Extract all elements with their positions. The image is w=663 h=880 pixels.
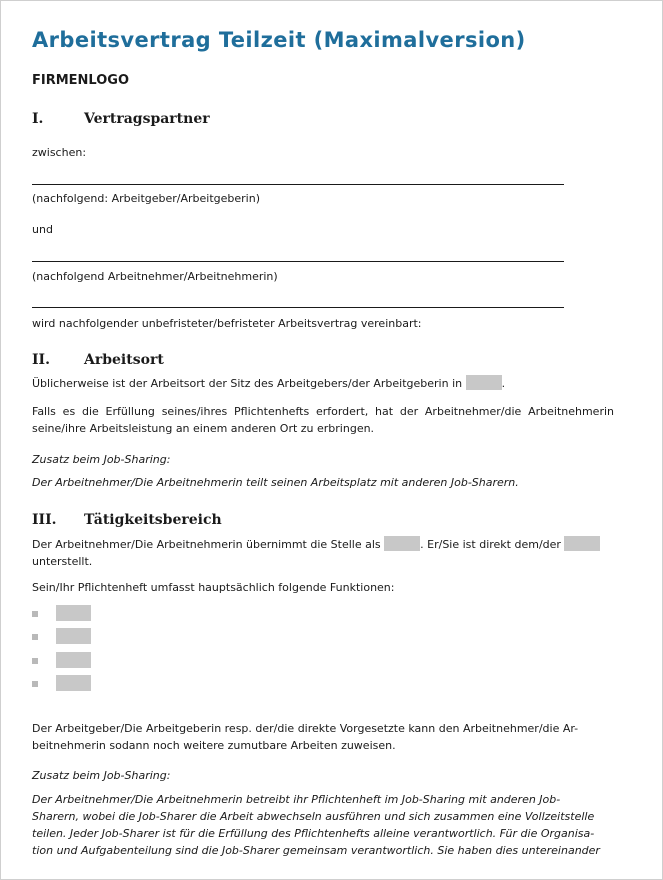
jobsharing-text: Der Arbeitnehmer/Die Arbeitnehmerin teilt seinen Arbeitsplatz mit anderen Job-Sharern. [32, 476, 519, 489]
stelle-paragraph [32, 536, 614, 570]
section-title: Vertragspartner [84, 111, 210, 127]
section-heading-arbeitsort [32, 352, 164, 368]
jobsharing-label: Zusatz beim Job-Sharing: [32, 453, 171, 466]
section-heading-taetigkeitsbereich [32, 512, 222, 528]
agreement-text: wird nachfolgender unbefristeter/befristeter Arbeitsvertrag vereinbart: [32, 317, 422, 330]
jobsharing-label: Zusatz beim Job-Sharing: [32, 769, 171, 782]
document-title: Arbeitsvertrag Teilzeit (Maximalversion) [32, 28, 526, 52]
function-placeholder-field[interactable] [56, 652, 91, 668]
bullet-icon [32, 681, 38, 687]
section-title: Arbeitsort [84, 352, 164, 368]
arbeitsort-paragraph [32, 375, 614, 392]
section-number: I. [32, 111, 44, 127]
between-text: zwischen: [32, 146, 87, 159]
text-line: Der Arbeitnehmer/Die Arbeitnehmerin betreibt ihr Pflichtenheft im Job-Sharing mit anderen Job- [32, 793, 561, 806]
section-title: Tätigkeitsbereich [84, 512, 222, 528]
text-line: tion und Aufgabenteilung sind die Job-Sharer gemeinsam verantwortlich. Sie haben dies untereinander [32, 844, 600, 857]
unterstellt-text: unterstellt. [32, 555, 93, 568]
text-line: Sharern, wobei die Job-Sharer die Arbeit abwechseln ausführen und sich zusammen eine Vollzeitstelle [32, 810, 595, 823]
arbeitsort-text: Üblicherweise ist der Arbeitsort der Sitz des Arbeitgebers/der Arbeitgeberin in [32, 377, 463, 390]
function-placeholder-field[interactable] [56, 605, 91, 621]
employee-signature-line [32, 261, 564, 262]
and-text: und [32, 223, 53, 236]
text-line: Der Arbeitgeber/Die Arbeitgeberin resp. der/die direkte Vorgesetzte kann den Arbeitnehmer/die Ar- [32, 722, 579, 735]
location-placeholder-field[interactable] [466, 375, 502, 390]
section-heading-vertragspartner [32, 111, 210, 127]
jobsharing-paragraph [32, 791, 614, 859]
supervisor-placeholder-field[interactable] [564, 536, 600, 551]
text-line: beitnehmerin sodann noch weitere zumutbare Arbeiten zuweisen. [32, 739, 396, 752]
additional-line [32, 307, 564, 308]
bullet-icon [32, 634, 38, 640]
position-placeholder-field[interactable] [384, 536, 420, 551]
bullet-icon [32, 611, 38, 617]
weitere-arbeiten-paragraph [32, 720, 614, 754]
function-placeholder-field[interactable] [56, 675, 91, 691]
section-number: II. [32, 352, 50, 368]
employer-signature-line [32, 184, 564, 185]
stelle-text: Der Arbeitnehmer/Die Arbeitnehmerin übernimmt die Stelle als [32, 538, 381, 551]
employer-note: (nachfolgend: Arbeitgeber/Arbeitgeberin) [32, 192, 260, 205]
function-placeholder-field[interactable] [56, 628, 91, 644]
text-line: teilen. Jeder Job-Sharer ist für die Erfüllung des Pflichtenhefts alleine verantwortlich. Für die Organisa- [32, 827, 595, 840]
logo-placeholder: FIRMENLOGO [32, 73, 130, 88]
sentence-end: . [501, 377, 506, 390]
pflichtenheft-paragraph: Falls es die Erfüllung seines/ihres Pflichtenhefts erfordert, hat der Arbeitnehmer/die Arbeitnehmerin seine/ihre Arbeitsleistung an einem anderen Ort zu erbringen. [32, 405, 614, 435]
supervisor-text: . Er/Sie ist direkt dem/der [420, 538, 561, 551]
employee-note: (nachfolgend Arbeitnehmer/Arbeitnehmerin) [32, 270, 278, 283]
section-number: III. [32, 512, 57, 528]
functions-intro: Sein/Ihr Pflichtenheft umfasst hauptsächlich folgende Funktionen: [32, 581, 395, 594]
bullet-icon [32, 658, 38, 664]
